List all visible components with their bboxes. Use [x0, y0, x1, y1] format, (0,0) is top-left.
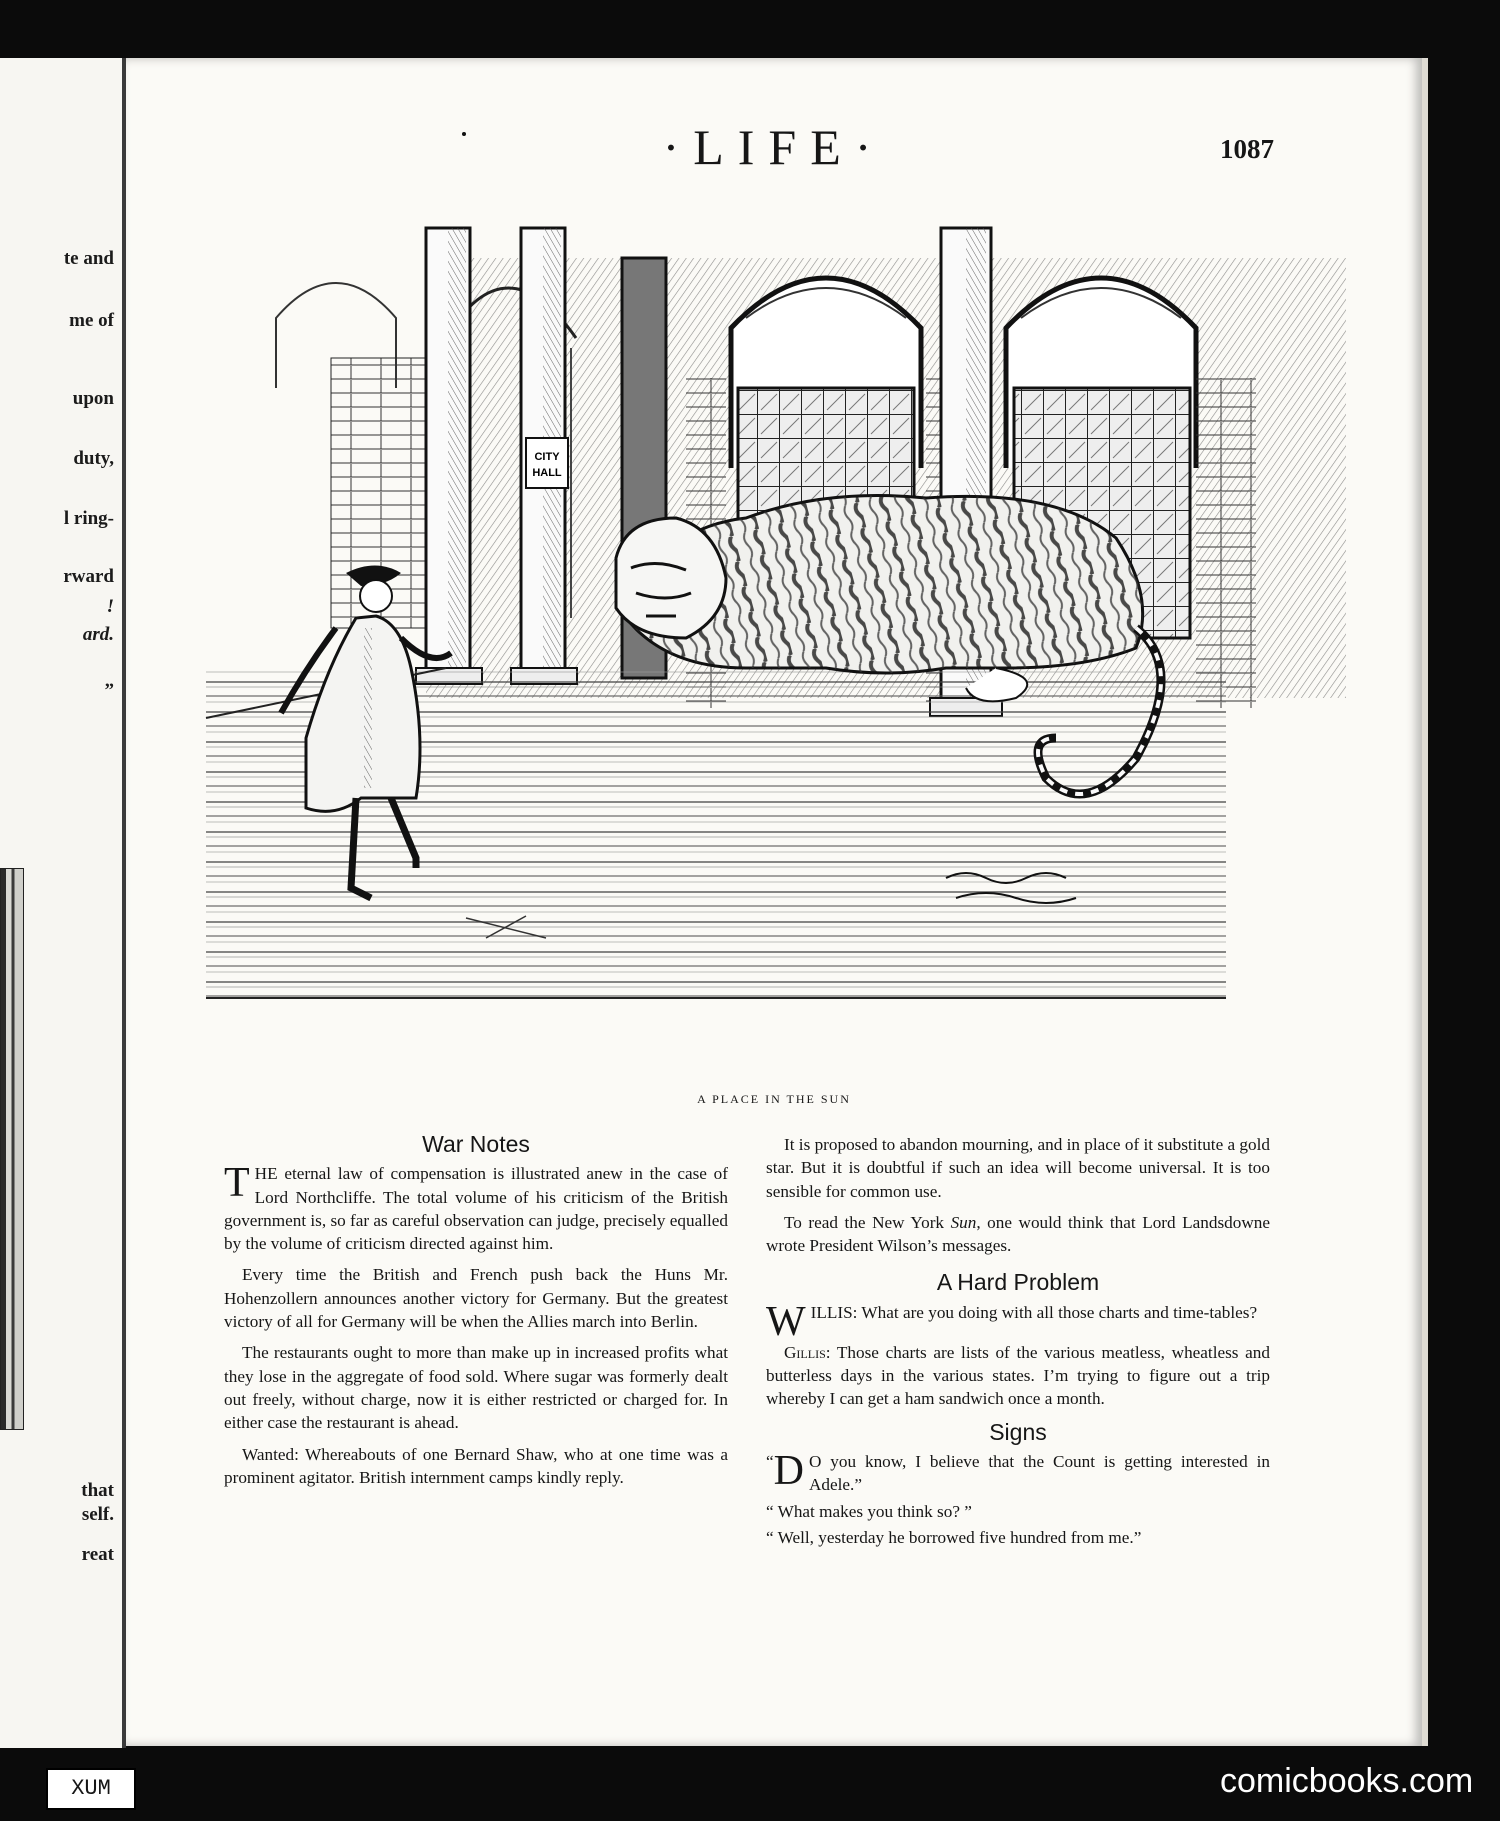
dialog-line [766, 1298, 1270, 1345]
right-column [766, 1133, 1270, 1552]
speaker-name: ILLIS [810, 1302, 853, 1322]
facing-text: ! [106, 596, 114, 617]
paragraph-text: HE eternal law of compensation is illustrated anew in the case of Lord Northcliffe. The total volume of his criticism of the British government is, so far as careful observation can judge, precisely equalled by the volume of criticism directed against him. [224, 1164, 728, 1254]
sign-line-city: CITY [534, 451, 560, 463]
facing-text: ard. [82, 624, 114, 645]
facing-text: me of [69, 310, 114, 331]
facing-text: ” [104, 680, 114, 701]
dialog-text: : What are you doing with all those charts and time-tables? [852, 1302, 1258, 1322]
masthead: ·LIFE· [662, 119, 886, 175]
war-notes-paragraph: It is proposed to abandon mourning, and in place of it substitute a gold star. But it is doubtful if such an idea will become universal. It is too sensible for common use. [766, 1135, 1270, 1201]
sign-line-hall: HALL [532, 467, 562, 479]
dialog-line: “ Well, yesterday he borrowed five hundred from me.” [766, 1527, 1142, 1547]
facing-text: l ring- [63, 508, 114, 529]
dialog-text: O you know, I believe that the Count is getting interested in Adele.” [808, 1451, 1270, 1495]
dialog-line [766, 1341, 1270, 1411]
speaker-name: Gillis [784, 1342, 826, 1362]
war-notes-paragraph [224, 1162, 728, 1255]
war-notes-paragraph: Wanted: Whereabouts of one Bernard Shaw, who at one time was a prominent agitator. British internment camps kindly reply. [224, 1444, 728, 1487]
open-quote: “ [766, 1451, 774, 1471]
page-number: 1087 [1220, 134, 1274, 164]
dialog-line [766, 1447, 1270, 1497]
war-notes-paragraph: The restaurants ought to more than make up in increased profits what they lose in the aggregate of food sold. Where sugar was formerly dealt out freely, without charge, now it is either restricted or charged for. In either case the restaurant is ahead. [224, 1343, 728, 1433]
paragraph-text: To read the New York [784, 1212, 951, 1232]
watermark: comicbooks.com [1220, 1762, 1474, 1800]
facing-text: that [81, 1480, 114, 1501]
dialog-line: “ What makes you think so? ” [766, 1501, 972, 1521]
facing-text: duty, [73, 448, 114, 469]
magazine-page [126, 58, 1428, 1746]
signs-heading: Signs [989, 1418, 1047, 1445]
corner-badge: XUM [46, 1768, 136, 1810]
dropcap: T [224, 1160, 250, 1207]
facing-page [0, 58, 122, 1748]
war-notes-paragraph: Every time the British and French push back the Huns Mr. Hohenzollern announces another victory for Germany. But the greatest victory of all for Germany will be when the Allies march into Berlin. [224, 1265, 728, 1332]
cartoon-illustration [186, 198, 1356, 1038]
left-column [224, 1133, 728, 1497]
facing-text: te and [63, 248, 114, 269]
paragraph-text: , one would think that Lord Landsdowne wrote President Wilson’s messages. [766, 1212, 1270, 1256]
dropcap: D [773, 1447, 804, 1494]
facing-text: upon [72, 388, 114, 409]
facing-text: self. [81, 1504, 114, 1525]
newspaper-name: Sun [950, 1212, 977, 1232]
hard-problem-heading: A Hard Problem [936, 1269, 1100, 1296]
cartoon-caption: A PLACE IN THE SUN [697, 1092, 851, 1106]
dropcap: W [766, 1298, 806, 1345]
war-notes-paragraph [766, 1211, 1270, 1258]
dialog-text: : Those charts are lists of the various meatless, wheatless and butterless days in the various states. I’m trying to figure out a trip whereby I can get a ham sandwich once a month. [766, 1342, 1270, 1409]
facing-text: reat [81, 1544, 114, 1565]
war-notes-heading: War Notes [422, 1131, 530, 1157]
facing-illustration [0, 868, 24, 1430]
facing-text: rward [63, 566, 114, 587]
